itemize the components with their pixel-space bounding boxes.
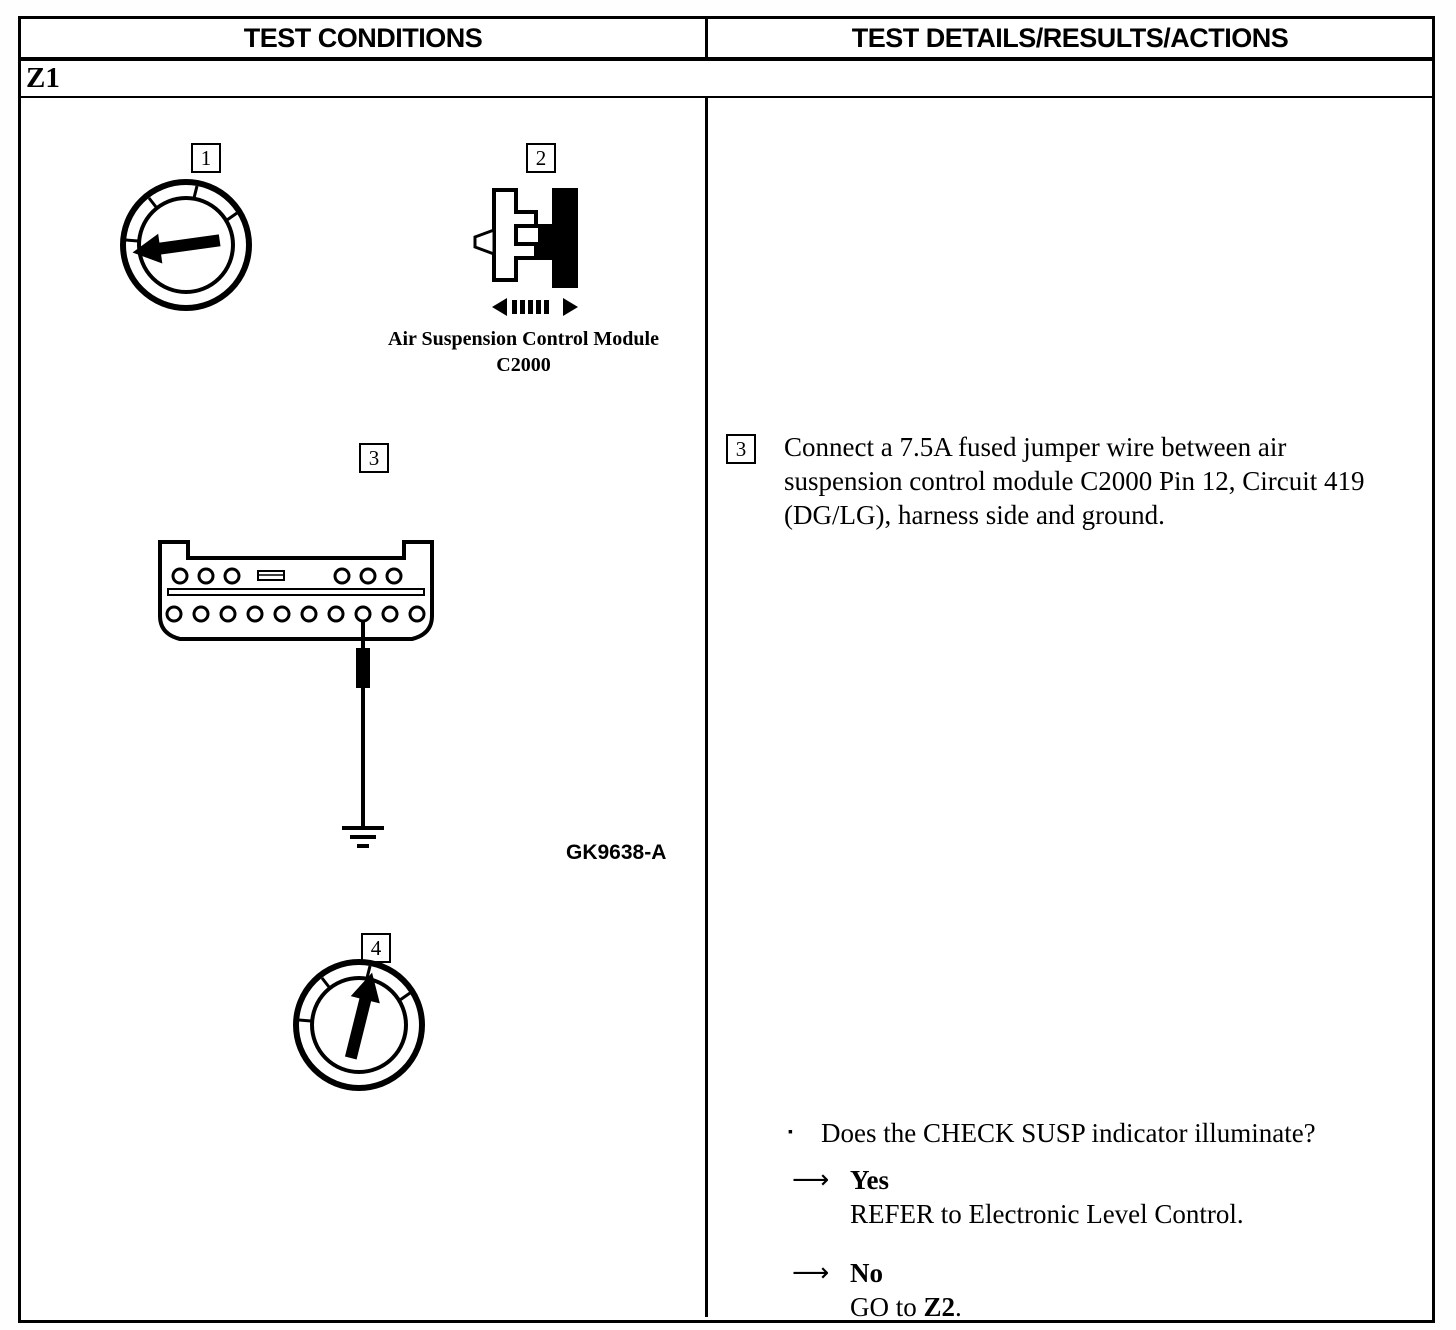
step-number-box-3-detail: 3 [726, 434, 756, 464]
key-pointer [130, 225, 221, 267]
table-body-row [21, 98, 1432, 1322]
result-yes [792, 1163, 1244, 1231]
result-no [792, 1256, 962, 1324]
result-yes-label: Yes [850, 1165, 889, 1195]
instruction-step [726, 430, 1409, 532]
column-header-test-details: TEST DETAILS/RESULTS/ACTIONS [851, 22, 1289, 53]
fuse-icon [356, 648, 370, 688]
ignition-key-run-icon [287, 953, 432, 1098]
ground-symbol-icon [342, 828, 384, 846]
result-no-label: No [850, 1258, 883, 1288]
result-no-action [850, 1290, 962, 1324]
column-header-test-conditions: TEST CONDITIONS [21, 19, 708, 57]
connector-caption-line1: Air Suspension Control Module [388, 328, 659, 350]
module-connector-icon [456, 178, 591, 320]
test-details-cell [708, 98, 1432, 1322]
diagnostic-table [18, 16, 1435, 1323]
step-number-box-2: 2 [526, 143, 556, 173]
step-number-box-1: 1 [191, 143, 221, 173]
action-text-post: . [955, 1292, 962, 1322]
action-text: GO to [850, 1292, 924, 1322]
figure-id: GK9638-A [566, 841, 667, 864]
table-header-row [21, 19, 1432, 61]
bullet-icon: ▪ [788, 1125, 793, 1140]
action-text-bold: Z2 [923, 1292, 956, 1322]
result-arrow-icon: ⟶ [792, 1258, 830, 1288]
test-conditions-cell [21, 98, 708, 1317]
result-arrow-icon: ⟶ [792, 1165, 830, 1195]
connector-caption-line2: C2000 [496, 354, 551, 376]
question-text: Does the CHECK SUSP indicator illuminate? [820, 1118, 1316, 1148]
instruction-text: Connect a 7.5A fused jumper wire between air suspension control module C2000 Pin 12, Circuit 419 (DG/LG), harness side and ground. [784, 432, 1365, 530]
result-yes-action [850, 1197, 1244, 1231]
step-number-box-4: 4 [361, 933, 391, 963]
ignition-key-off-icon [114, 173, 259, 318]
connector-caption [351, 326, 696, 378]
section-row [21, 61, 1432, 98]
question-row [788, 1116, 1316, 1150]
mating-arrows-icon [492, 298, 578, 316]
section-label: Z1 [26, 62, 60, 94]
action-text: REFER to Electronic Level Control. [850, 1199, 1244, 1229]
step-number-box-3: 3 [359, 443, 389, 473]
connector-pinout-diagram [146, 528, 446, 858]
